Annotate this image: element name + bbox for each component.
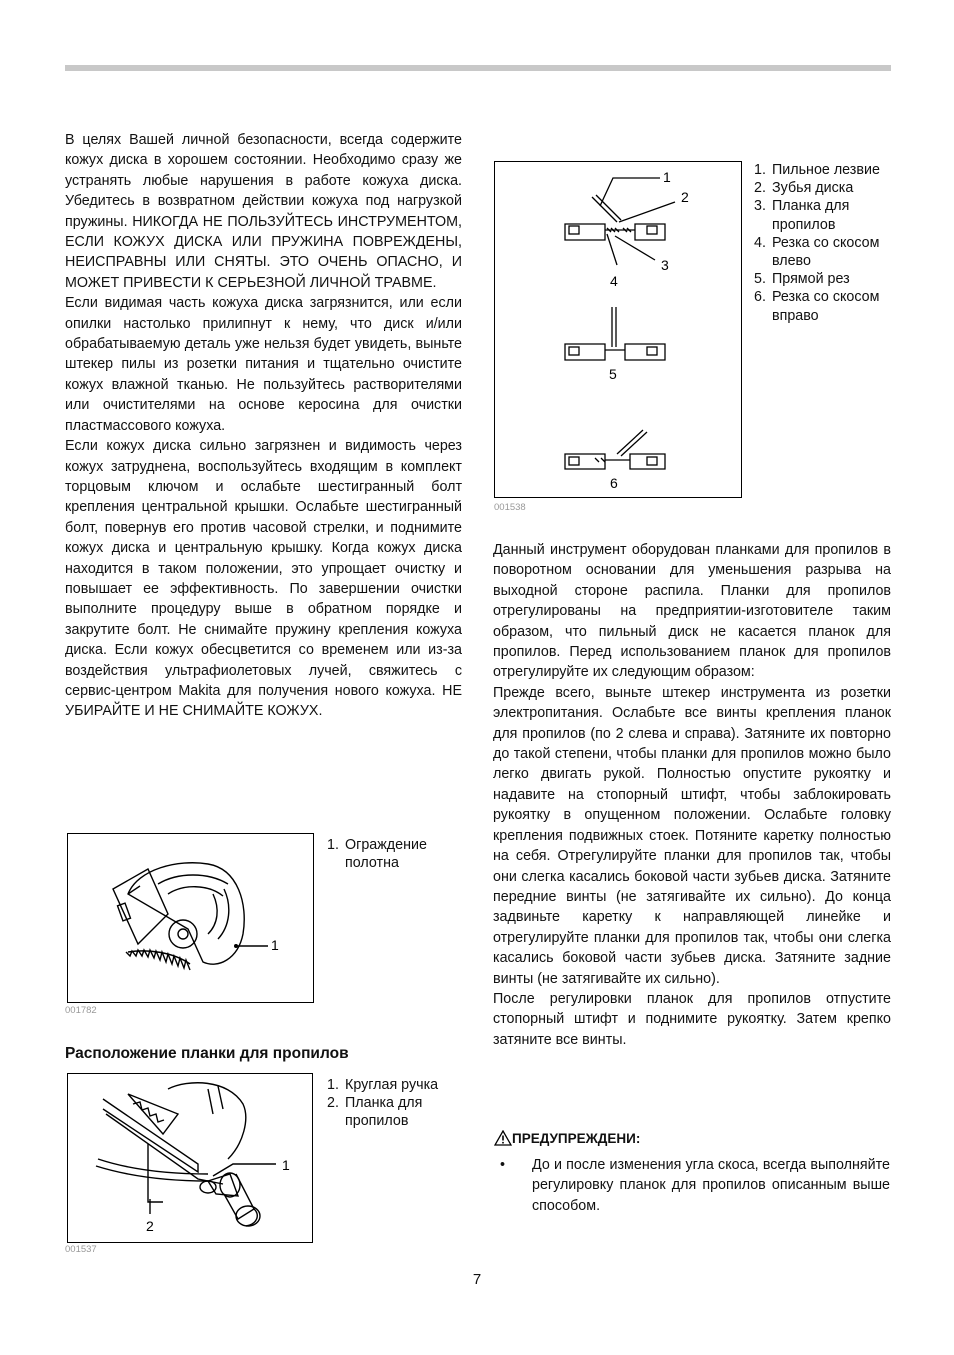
legend-number: 5. xyxy=(754,271,766,288)
warning-heading xyxy=(494,1130,640,1146)
header-rule xyxy=(65,65,891,71)
left-text-block xyxy=(65,130,462,722)
kerf-board-illustration xyxy=(68,1074,314,1244)
legend-number: 4. xyxy=(754,234,766,251)
legend-text: Зубья диска xyxy=(772,180,854,197)
kerf-positions-illustration xyxy=(495,162,743,499)
callout-2: 2 xyxy=(146,1218,154,1234)
legend-number: 3. xyxy=(754,198,766,215)
legend-item xyxy=(754,288,894,324)
paragraph-guard-cleaning: Если видимая часть кожуха диска загрязнится, или если опилки настолько прилипнут к нему, что диск и/или обрабатываемую деталь уже нельзя будет увидеть, выньте штекер пилы из розетки питания и тщательно очистите кожух влажной тканью. Не пользуйтесь растворителями или очистителями на основе керосина для очистки пластмассового кожуха. xyxy=(65,295,462,434)
paragraph-kerf-adjust: Прежде всего, выньте штекер инструмента из розетки электропитания. Ослабьте все винты крепления планок для пропилов (по 2 слева и справа). Затяните их повторно до такой степени, чтобы планки для пропилов можно было легко двигать рукой. Полностью опустите рукоятку и надавите на стопорный штифт, чтобы заблокировать рукоятку в опущенном положении. Ослабьте головку крепления подвижных стоек. Потяните каретку полностью на себя. Отрегулируйте планки для пропилов так, чтобы они слегка касались боковой части зубьев диска. Затяните передние винты (не затягивайте их сильно). До конца задвиньте каретку к направляющей линейке и отрегулируйте планки для пропилов так, чтобы они слегка касались боковой части зубьев диска. Затяните задние винты (не затягивайте их сильно). xyxy=(493,684,891,987)
figure-code: 001538 xyxy=(494,502,526,513)
warning-title: ПРЕДУПРЕЖДЕНИ: xyxy=(512,1130,641,1146)
figure3-legend xyxy=(754,161,894,325)
callout-5: 5 xyxy=(609,366,617,382)
legend-item xyxy=(327,1076,457,1094)
callout-1: 1 xyxy=(663,169,671,185)
paragraph-kerf-intro: Данный инструмент оборудован планками для пропилов в поворотном основании для уменьшения разрыва на выходной стороне распила. Планки для пропилов отрегулированы на предприятии-изготовителе таким образом, что пильный диск не касается планок для пропилов. Перед использованием планок для пропилов отрегулируйте их следующим образом: xyxy=(493,542,891,681)
page-number: 7 xyxy=(472,1271,482,1288)
callout-6: 6 xyxy=(610,475,618,491)
legend-text: Резка со скосом вправо xyxy=(772,289,880,324)
legend-number: 2. xyxy=(754,180,766,197)
legend-text: Ограждение полотна xyxy=(345,837,427,872)
legend-text: Резка со скосом влево xyxy=(772,234,880,270)
figure2-legend xyxy=(327,1076,457,1131)
warning-bullet: • xyxy=(500,1157,506,1173)
paragraph-kerf-finish: После регулировки планок для пропилов отпустите стопорный штифт и поднимите рукоятку. Затем крепко затяните все винты. xyxy=(493,990,891,1048)
legend-item xyxy=(754,270,894,288)
legend-text: Круглая ручка xyxy=(345,1077,439,1093)
paragraph-guard-disassembly: Если кожух диска сильно загрязнен и видимость через кожух затруднена, воспользуйтесь входящим в комплект торцовым ключом и ослабьте шестигранный болт крепления центральной крышки. Ослабьте шестигранный болт, повернув его против часовой стрелки, и поднимите кожух диска и центральную крышку. Когда кожух диска находится в таком положении, это упрощает очистку и повышает ее эффективность. По завершении очистки выполните процедуру выше в обратном порядке и закрутите болт. Не снимайте пружину крепления кожуха диска. Если кожух обесцветится со временем или из-за воздействия ультрафиолетовых лучей, свяжитесь с сервис-центром Makita для получения нового кожуха. НЕ УБИРАЙТЕ И НЕ СНИМАЙТЕ КОЖУХ. xyxy=(65,438,462,720)
callout-2: 2 xyxy=(681,189,689,205)
figure-code: 001782 xyxy=(65,1005,97,1016)
figure1-legend xyxy=(327,836,457,872)
figure-blade-guard xyxy=(67,833,314,1003)
paragraph-guard-safety: В целях Вашей личной безопасности, всегда содержите кожух диска в хорошем состоянии. Необходимо сразу же устранять любые нарушения в работе кожуха диска. Убедитесь в возвратном действии кожуха под нагрузкой пружины. НИКОГДА НЕ ПОЛЬЗУЙТЕСЬ ИНСТРУМЕНТОМ, ЕСЛИ КОЖУХ ДИСКА ИЛИ ПРУЖИНА ПОВРЕЖДЕНЫ, НЕИСПРАВНЫ ИЛИ СНЯТЫ. ЭТО ОЧЕНЬ ОПАСНО, И МОЖЕТ ПРИВЕСТИ К СЕРЬЕЗНОЙ ЛИЧНОЙ ТРАВМЕ. xyxy=(65,132,462,291)
warning-triangle-icon xyxy=(494,1130,512,1146)
legend-item xyxy=(327,1094,457,1130)
right-text-block xyxy=(493,540,891,1050)
callout-1: 1 xyxy=(271,937,279,953)
legend-item xyxy=(754,179,894,197)
legend-number: 2. xyxy=(327,1095,339,1112)
blade-guard-illustration xyxy=(68,834,315,1004)
legend-item xyxy=(327,836,457,872)
legend-text: Прямой рез xyxy=(772,271,850,288)
callout-1: 1 xyxy=(282,1157,290,1173)
legend-number: 1. xyxy=(754,162,766,178)
legend-item xyxy=(754,197,894,233)
legend-text: Пильное лезвие xyxy=(772,162,880,178)
callout-4: 4 xyxy=(610,273,618,289)
figure-kerf-positions xyxy=(494,161,742,498)
legend-item xyxy=(754,234,894,270)
callout-3: 3 xyxy=(661,257,669,273)
figure-kerf-board xyxy=(67,1073,313,1243)
legend-number: 1. xyxy=(327,837,339,853)
legend-number: 6. xyxy=(754,289,766,306)
legend-text: Планка для пропилов xyxy=(345,1095,423,1130)
section-heading: Расположение планки для пропилов xyxy=(65,1045,349,1062)
legend-text: Планка для пропилов xyxy=(772,198,850,233)
legend-item xyxy=(754,161,894,179)
warning-text: До и после изменения угла скоса, всегда выполняйте регулировку планок для пропилов описанным выше способом. xyxy=(532,1157,890,1214)
legend-number: 1. xyxy=(327,1077,339,1093)
figure-code: 001537 xyxy=(65,1244,97,1255)
